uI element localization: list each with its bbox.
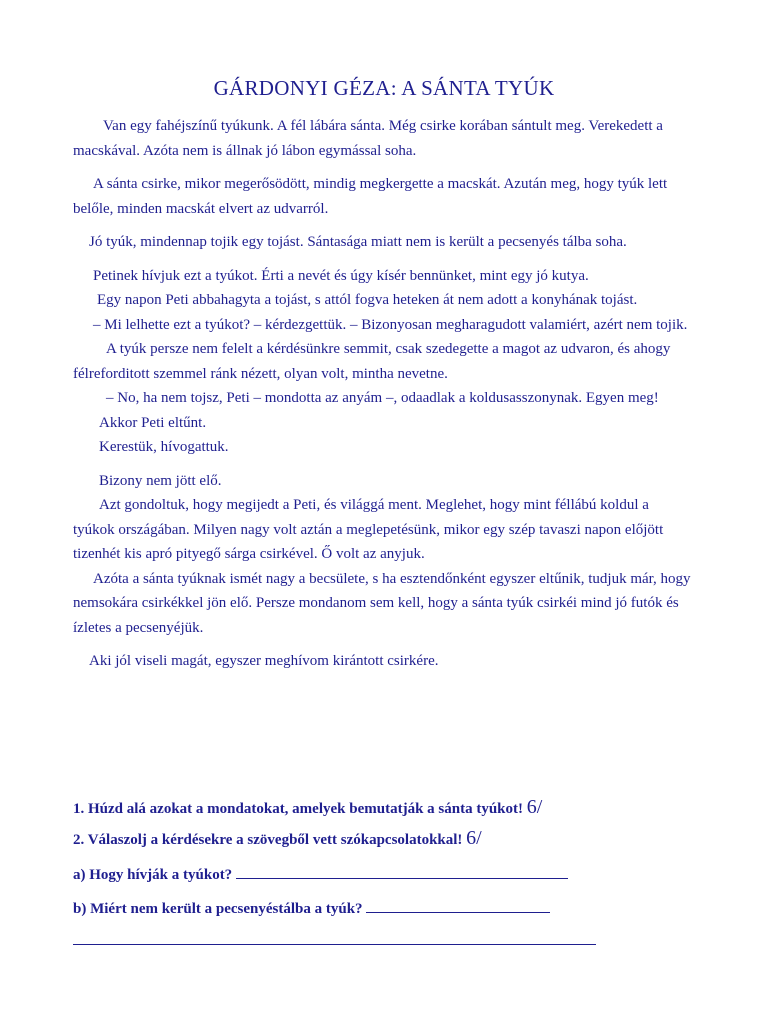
paragraph-2: A sánta csirke, mikor megerősödött, mindig megkergette a macskát. Azután meg, hogy tyúk lett belőle, minden macskát elvert az udvarról. (73, 176, 668, 217)
paragraph-4: Petinek hívjuk ezt a tyúkot. Érti a nevét és úgy kísér bennünket, mint egy jó kutya. (93, 267, 589, 284)
task-2-text: 2. Válaszolj a kérdésekre a szövegből vett szókapcsolatokkal! (73, 832, 463, 848)
question-a-text: a) Hogy hívják a tyúkot? (73, 867, 233, 883)
paragraph-9: Akkor Peti eltűnt. (99, 414, 207, 431)
answer-line-b[interactable] (366, 898, 550, 913)
paragraph-3: Jó tyúk, mindennap tojik egy tojást. Sántasága miatt nem is került a pecsenyés tálba soha. (89, 234, 627, 250)
answer-line-b-continued[interactable] (73, 930, 596, 945)
paragraph-8: – No, ha nem tojsz, Peti – mondotta az anyám –, odaadlak a koldusasszonynak. Egyen meg! (106, 390, 659, 406)
paragraph-14: Aki jól viseli magát, egyszer meghívom kirántott csirkére. (89, 653, 439, 669)
paragraph-11: Bizony nem jött elő. (99, 472, 222, 489)
paragraph-1: Van egy fahéjszínű tyúkunk. A fél lábára sánta. Még csirke korában sántult meg. Verekedett a macskával. Azóta nem is állnak jó lábon egymással soha. (73, 118, 663, 159)
paragraph-13: Azóta a sánta tyúknak ismét nagy a becsülete, s ha esztendőnként egyszer eltűnik, tudjuk már, hogy nemsokára csirkékkel jön elő. Persze mondanom sem kell, hogy a sánta tyúk csirkéi mind jó futók és ízletes a pecsenyéjük. (73, 570, 691, 636)
question-a (73, 864, 568, 884)
paragraph-7: A tyúk persze nem felelt a kérdésünkre semmit, csak szedegette a magot az udvaron, és ahogy félreforditott szemmel ránk nézett, olyan volt, mintha nevetne. (73, 341, 671, 382)
task-1-text: 1. Húzd alá azokat a mondatokat, amelyek bemutatják a sánta tyúkot! (73, 801, 524, 817)
story-text (73, 114, 693, 674)
paragraph-12: Azt gondoltuk, hogy megijedt a Peti, és világgá ment. Meglehet, hogy mint féllábú koldul a tyúkok országában. Milyen nagy volt aztán a meglepetésünk, mikor egy szép tavaszi napon előjött tizenhét kis apró pityegő sárga csirkével. Ő volt az anyjuk. (73, 497, 664, 562)
task-1-points: 6/ (526, 796, 543, 818)
answer-line-a[interactable] (236, 864, 568, 879)
question-b-text: b) Miért nem került a pecsenyéstálba a tyúk? (73, 901, 363, 917)
page-title: GÁRDONYI GÉZA: A SÁNTA TYÚK (213, 76, 555, 100)
task-2 (73, 827, 482, 850)
paragraph-6: – Mi lelhette ezt a tyúkot? – kérdezgettük. – Bizonyosan megharagudott valamiért, azért nem tojik. (93, 316, 688, 333)
paragraph-5: Egy napon Peti abbahagyta a tojást, s attól fogva heteken át nem adott a konyhának tojást. (97, 292, 638, 308)
question-b (73, 898, 550, 918)
paragraph-10: Kerestük, hívogattuk. (99, 439, 229, 455)
answer-line-b-continued-row (73, 930, 596, 950)
task-2-points: 6/ (466, 827, 482, 849)
task-1 (73, 796, 542, 819)
